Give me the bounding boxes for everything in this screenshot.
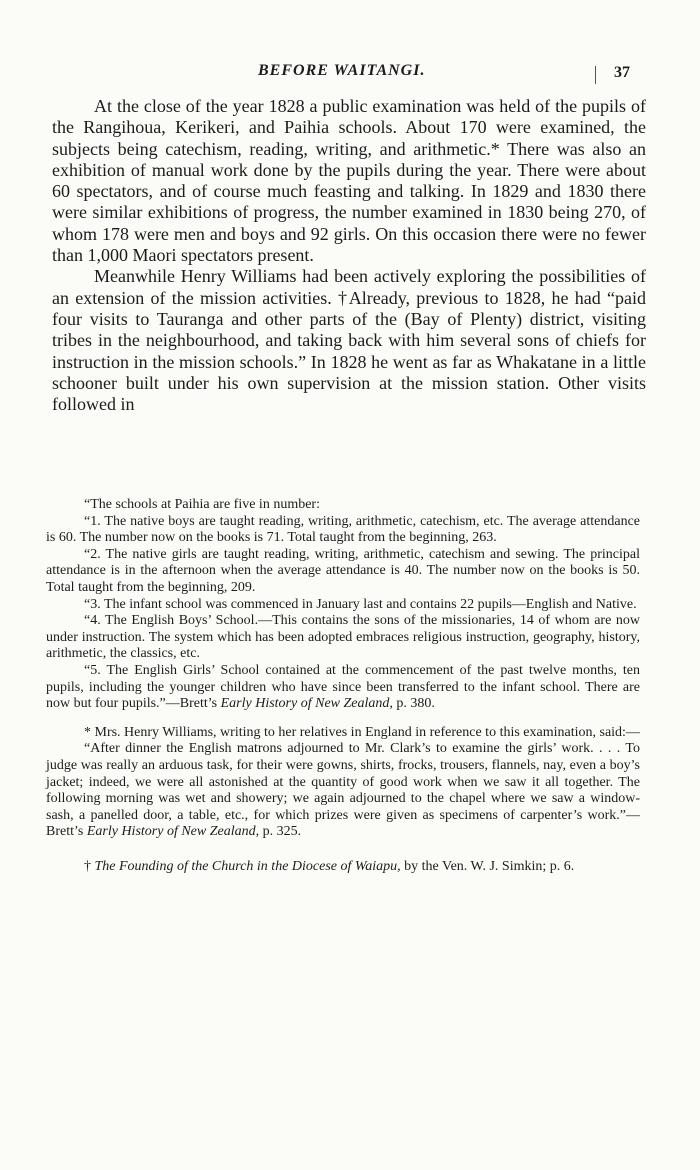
- footnote-school-3: “3. The infant school was commenced in January last and contains 22 pupils—English and Native.: [84, 596, 637, 612]
- dagger-book-title: The Founding of the Church in the Diocese of Waiapu,: [94, 858, 401, 874]
- school-5-page: p. 380.: [392, 696, 435, 712]
- page-number: 37: [614, 64, 630, 81]
- running-title: BEFORE WAITANGI.: [258, 62, 426, 79]
- school-5-text: “5. The English Girls’ School contained at the commencement of the past twelve months, ten pupils, including the younger children who have since been transferred to the infant school. There are now but four pupils.”—Brett’s: [46, 662, 640, 712]
- star-quote-book-title: Early History of New Zealand,: [86, 824, 260, 840]
- main-text: [52, 96, 646, 415]
- footnotes: [46, 497, 640, 875]
- footnote-dagger: [46, 859, 640, 876]
- footnote-school-2: “2. The native girls are taught reading, writing, arithmetic, catechism and sewing. The principal attendance is in the afternoon when the average attendance is 40. The number now on the books is 50. Total taught from the beginning, 209.: [46, 546, 640, 595]
- star-quote-page: p. 325.: [259, 824, 302, 840]
- footnote-schools-intro: “The schools at Paihia are five in number:: [84, 497, 320, 512]
- footnote-school-4: “4. The English Boys’ School.—This contains the sons of the missionaries, 14 of whom are now under instruction. The system which has been adopted embraces religious instruction, geography, history, arithmetic, the classics, etc.: [46, 613, 640, 662]
- footnote-star-intro: * Mrs. Henry Williams, writing to her relatives in England in reference to this examination, said:—: [84, 724, 640, 740]
- paragraph-henry-williams: Meanwhile Henry Williams had been actively exploring the possibilities of an extension of the mission activities. †Already, previous to 1828, he had “paid four visits to Tauranga and other parts of the (Bay of Plenty) district, visiting tribes in the neighbourhood, and taking back with him several sons of chiefs for instruction in the mission schools.” In 1828 he went as far as Whakatane in a little schooner built under his own supervision at the mission station. Other visits followed in: [52, 266, 646, 415]
- running-header: [0, 62, 700, 86]
- footnote-school-1: “1. The native boys are taught reading, writing, arithmetic, catechism, etc. The average attendance is 60. The number now on the books is 71. Total taught from the beginning, 263.: [46, 513, 640, 546]
- footnote-star-quote: [46, 741, 640, 841]
- school-5-book-title: Early History of New Zealand,: [220, 696, 393, 712]
- paragraph-examinations: At the close of the year 1828 a public examination was held of the pupils of the Rangihoua, Kerikeri, and Paihia schools. About 170 were examined, the subjects being catechism, reading, writing, and arithmetic.* There was also an exhibition of manual work done by the pupils during the year. There were about 60 spectators, and of course much feasting and talking. In 1829 and 1830 there were similar exhibitions of progress, the number examined in 1830 being 270, of whom 178 were men and boys and 92 girls. On this occasion there were no fewer than 1,000 Maori spectators present.: [52, 96, 646, 266]
- star-quote-text: “After dinner the English matrons adjourned to Mr. Clark’s to examine the girls’ work. . . . To judge was really an arduous task, for their were gowns, shirts, frocks, trousers, flannels, nay, even a boy’s jacket; indeed, we were all astonished at the quantity of good work when we saw it all together. The following morning was wet and showery; we again adjourned to the chapel where we saw a window-sash, a panelled door, a table, etc., for which prizes were given as specimens of carpenter’s work.”—Brett’s: [46, 741, 640, 840]
- dagger-rest: by the Ven. W. J. Simkin; p. 6.: [400, 858, 575, 874]
- header-rule-mark: [595, 66, 596, 84]
- dagger-mark: †: [84, 858, 95, 874]
- footnote-school-5: [46, 663, 640, 713]
